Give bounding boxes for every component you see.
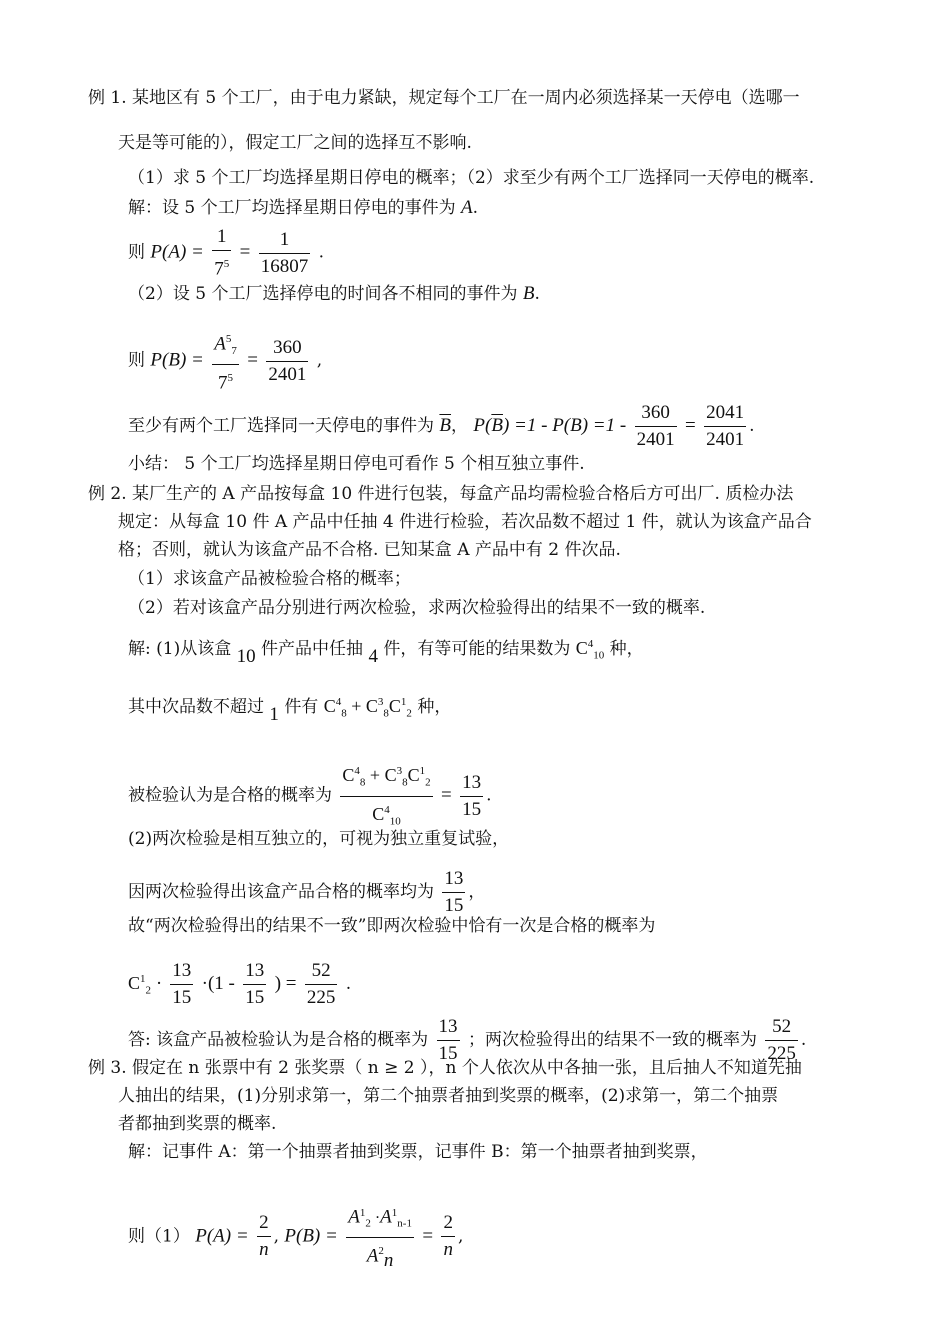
fraction: $\frac{13}{15}$ <box>444 868 464 916</box>
ex2-part2-line1: (2)两次检验是相互独立的，可视为独立重复试验， <box>128 829 510 849</box>
ex2-line3: 格；否则，就认为该盒产品不合格. 已知某盒 A 产品中有 2 件次品. <box>118 540 621 560</box>
ex1-complement: 至少有两个工厂选择同一天停电的事件为 $\overline{B}$， $P(\overline{B}) =1 - P(B) =1$ - $\frac{360}{2401}$ = $\frac{2041}{2401}$ . <box>128 400 755 453</box>
fraction: $\frac{1}{16807}$ <box>260 228 309 277</box>
ex3-line4: 解：记事件 A：第一个抽票者抽到奖票，记事件 B：第一个抽票者抽到奖票， <box>128 1142 708 1162</box>
ex2-line4: （1）求该盒产品被检验合格的概率； <box>128 569 411 589</box>
fraction: $\frac{2041}{2401}$ <box>706 402 745 450</box>
fraction: $\frac{52}{225}$ <box>767 1016 796 1064</box>
fraction: $\frac{A^5_7}{7^5}$ <box>212 326 239 396</box>
ex2-part2-line2: 因两次检验得出该盒产品合格的概率均为 $\frac{13}{15}$ ， <box>128 866 485 919</box>
fraction: $\frac{1}{7^5}$ <box>214 226 230 280</box>
ex1-summary: 小结： 5 个工厂均选择星期日停电可看作 5 个相互独立事件. <box>128 454 585 474</box>
fraction: $\frac{13}{15}$ <box>438 1016 458 1064</box>
fraction: $\frac{360}{2401}$ <box>268 336 307 385</box>
ex3-line2: 人抽出的结果，(1)分别求第一，第二个抽票者抽到奖票的概率，(2)求第一，第二个抽票 <box>118 1086 779 1106</box>
ex1-line4: 解：设 5 个工厂均选择星期日停电的事件为 A. <box>128 197 479 218</box>
fraction: $\frac{13}{15}$ <box>245 960 265 1008</box>
ex1-line6: （2）设 5 个工厂选择停电的时间各不相同的事件为 B. <box>128 283 540 304</box>
ex1-line1: 例 1. 某地区有 5 个工厂，由于电力紧缺，规定每个工厂在一周内必须选择某一天停电（选哪一 <box>88 88 800 108</box>
ex2-part2-calc: $C^1_2$ · $\frac{13}{15}$ ·(1 - $\frac{13}{15}$ ) = $\frac{52}{225}$ . <box>128 958 351 1011</box>
ex2-answer: 答: 该盒产品被检验认为是合格的概率为 $\frac{13}{15}$ ；两次检验得出的结果不一致的概率为 $\frac{52}{225}$ . <box>128 1014 806 1067</box>
fraction: $\frac{A^1_2 \cdot A^1_{n-1}}{A^2_n}$ <box>346 1200 414 1274</box>
fraction: $\frac{52}{225}$ <box>306 960 336 1008</box>
ex1-line2: 天是等可能的），假定工厂之间的选择互不影响. <box>118 133 472 153</box>
fraction: $\frac{2}{n}$ <box>259 1212 269 1261</box>
fraction: $\frac{2}{n}$ <box>443 1212 453 1261</box>
ex3-calc: 则（1） P(A) = $\frac{2}{n}$ , P(B) = $\frac{A^1_2 \cdot A^1_{n-1}}{A^2_n}$ = $\frac{2}{n}$ , <box>128 1200 463 1274</box>
fraction: $\frac{360}{2401}$ <box>636 402 675 450</box>
ex2-line1: 例 2. 某厂生产的 A 产品按每盒 10 件进行包装，每盒产品均需检验合格后方可出厂. 质检办法 <box>88 484 794 504</box>
ex2-line5: （2）若对该盒产品分别进行两次检验，求两次检验得出的结果不一致的概率. <box>128 598 706 618</box>
fraction: $\frac{C^4_8 + C^3_8C^1_2}{C^4_{10}}$ <box>340 758 432 834</box>
ex2-solution2: 其中次品数不超过 1 件有 $C^4_8 + C^3_8C^1_2$ 种， <box>128 696 452 725</box>
fraction: $\frac{13}{15}$ <box>462 771 482 820</box>
ex1-line3: （1）求 5 个工厂均选择星期日停电的概率；（2）求至少有两个工厂选择同一天停电的概率. <box>128 168 815 188</box>
ex2-line2: 规定：从每盒 10 件 A 产品中任抽 4 件进行检验，若次品数不超过 1 件，就认为该盒产品合 <box>118 512 812 532</box>
ex3-line1: 例 3. 假定在 n 张票中有 2 张奖票（ n ≥ 2 ），n 个人依次从中各抽一张，且后抽人不知道先抽 <box>88 1058 802 1078</box>
ex3-line3: 者都抽到奖票的概率. <box>118 1114 277 1134</box>
ex2-solution1: 解: (1)从该盒 10 件产品中任抽 4 件，有等可能的结果数为 $C^4_{10}$ 种， <box>128 638 644 667</box>
ex2-solution3: 被检验认为是合格的概率为 $\frac{C^4_8 + C^3_8C^1_2}{C^4_{10}}$ = $\frac{13}{15}$ . <box>128 758 492 834</box>
fraction: $\frac{13}{15}$ <box>172 960 192 1008</box>
ex1-prob-a: 则 P(A) = $\frac{1}{7^5}$ = $\frac{1}{16807}$ . <box>128 224 324 282</box>
ex1-prob-b: 则 P(B) = $\frac{A^5_7}{7^5}$ = $\frac{360}{2401}$ , <box>128 326 322 396</box>
ex2-part2-line3: 故“两次检验得出的结果不一致”即两次检验中恰有一次是合格的概率为 <box>128 916 656 936</box>
